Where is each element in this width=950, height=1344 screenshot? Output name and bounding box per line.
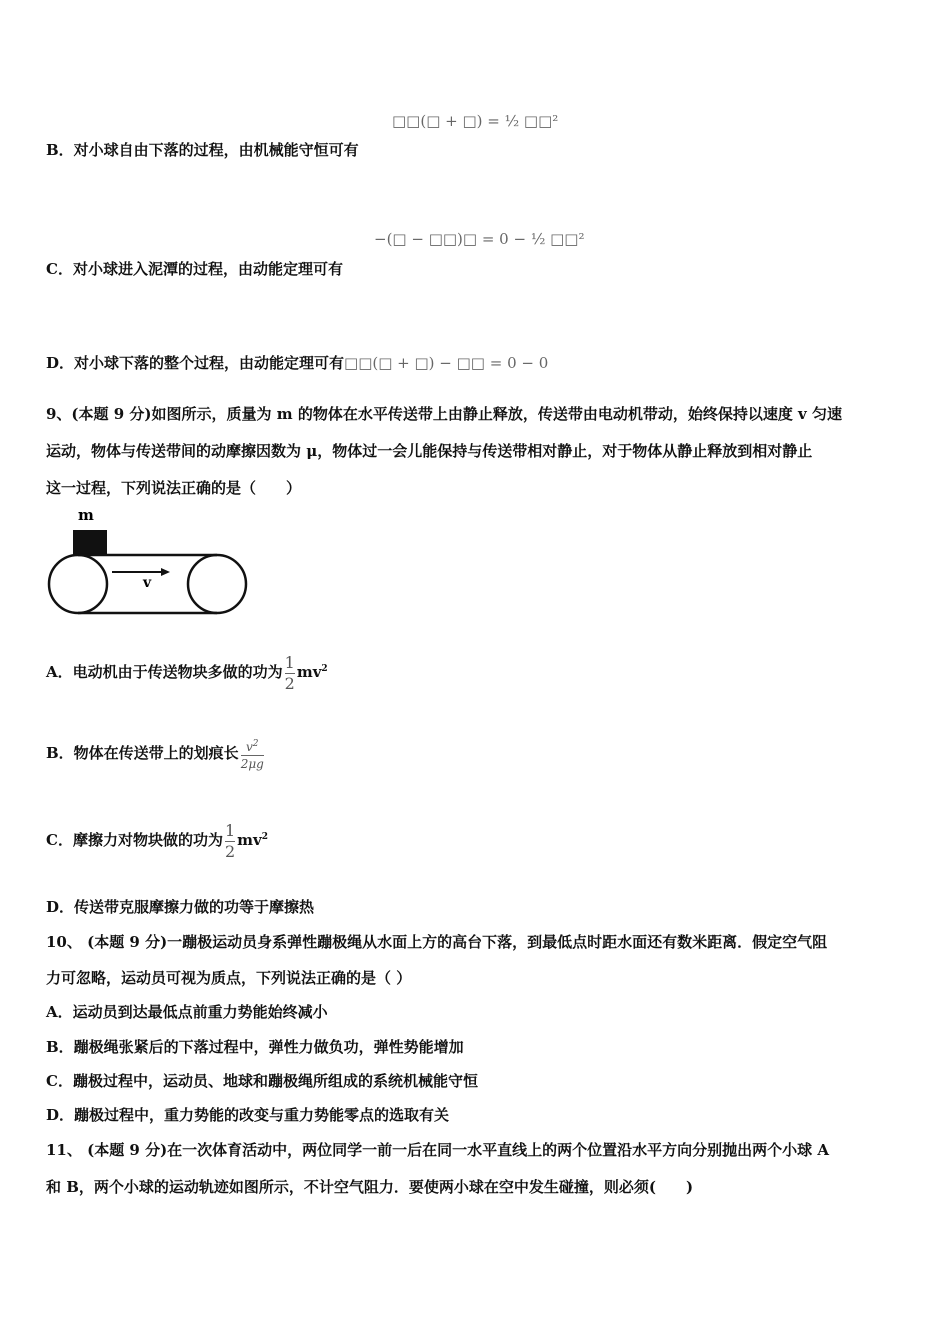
frac-denominator: 2 xyxy=(224,841,236,861)
q8-option-c: C．对小球进入泥潭的过程，由动能定理可有 xyxy=(46,260,343,278)
q10-option-b: B．蹦极绳张紧后的下落过程中，弹性力做负功，弹性势能增加 xyxy=(46,1038,464,1056)
frac-numerator: 1 xyxy=(284,652,295,672)
q9-option-c: C．摩擦力对物块做的功为 $\frac{1}{2}$ $mv^2$ xyxy=(46,820,268,861)
q9-option-a-tail: mv xyxy=(296,663,322,681)
q9-stem-line2: 运动，物体与传送带间的动摩擦因数为 μ，物体过一会儿能保持与传送带相对静止，对于物体从静止释放到相对静止 xyxy=(46,442,813,460)
q8-option-d xyxy=(46,353,548,373)
conveyor-belt-figure xyxy=(44,504,254,616)
q9-stem-line3: 这一过程，下列说法正确的是（ ） xyxy=(46,479,302,497)
mass-label: m xyxy=(78,506,94,524)
frac-denominator: 2 xyxy=(284,673,295,693)
q9-option-b xyxy=(46,730,266,776)
q11-stem-line2: 和 B，两个小球的运动轨迹如图所示，不计空气阻力．要使两小球在空中发生碰撞，则必须( ) xyxy=(46,1178,694,1196)
velocity-arrowhead xyxy=(161,568,170,576)
q10-stem-line2: 力可忽略，运动员可视为质点，下列说法正确的是（ ） xyxy=(46,969,412,987)
q8-option-d-text: D．对小球下落的整个过程，由动能定理可有 xyxy=(46,354,345,372)
q9-option-c-tail: mv xyxy=(237,831,262,849)
fraction-v2-over-2mug xyxy=(241,737,264,771)
velocity-label: v xyxy=(143,575,152,591)
fraction-one-half xyxy=(285,654,295,693)
q9-option-a-text: A．电动机由于传送物块多做的功为 xyxy=(46,663,283,681)
q9-option-a: A．电动机由于传送物块多做的功为 $\frac{1}{2}$ $mv^2$ xyxy=(46,652,328,693)
q9-option-b-text: B．物体在传送带上的划痕长 xyxy=(46,744,239,762)
formula-b: □□(□ + □) = ½ □□² xyxy=(392,112,559,130)
formula-c: −(□ − □□)□ = 0 − ½ □□² xyxy=(374,230,585,248)
frac-numerator: $v^2$ xyxy=(245,739,259,754)
q10-option-a: A．运动员到达最低点前重力势能始终减小 xyxy=(46,1003,328,1021)
frac-denominator: 2μg xyxy=(240,757,264,771)
q9-option-d: D．传送带克服摩擦力做的功等于摩擦热 xyxy=(46,898,315,916)
q9-option-c-text: C．摩擦力对物块做的功为 xyxy=(46,831,223,849)
q10-stem-line1: 10、 (本题 9 分)一蹦极运动员身系弹性蹦极绳从水面上方的高台下落，到最低点时距水面还有数米距离．假定空气阻 xyxy=(46,933,828,951)
left-pulley xyxy=(49,555,107,613)
q8-option-b: B．对小球自由下落的过程，由机械能守恒可有 xyxy=(46,141,359,159)
q11-stem-line1: 11、 (本题 9 分)在一次体育活动中，两位同学一前一后在同一水平直线上的两个位置沿水平方向分别抛出两个小球 A xyxy=(46,1141,830,1159)
mass-block xyxy=(73,530,107,555)
frac-numerator: 1 xyxy=(224,820,236,840)
formula-d: □□(□ + □) − □□ = 0 − 0 xyxy=(344,354,549,372)
q9-stem-line1: 9、(本题 9 分)如图所示，质量为 m 的物体在水平传送带上由静止释放，传送带由电动机带动，始终保持以速度 v 匀速 xyxy=(46,405,842,423)
fraction-one-half xyxy=(225,822,235,861)
q10-option-d: D．蹦极过程中，重力势能的改变与重力势能零点的选取有关 xyxy=(46,1106,450,1124)
q10-option-c: C．蹦极过程中，运动员、地球和蹦极绳所组成的系统机械能守恒 xyxy=(46,1072,478,1090)
right-pulley xyxy=(188,555,246,613)
